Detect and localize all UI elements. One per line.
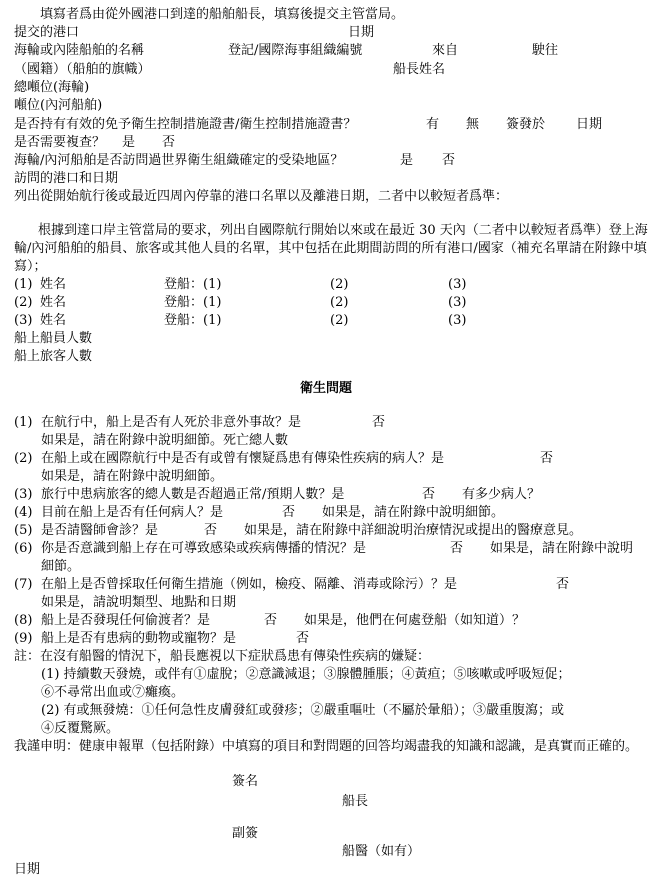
boarding-col-2: (2) — [330, 295, 349, 310]
answer-no: 否 — [540, 451, 554, 466]
declaration-statement: 我謹申明：健康申報單（包括附錄）中填寫的項目和對問題的回答均竭盡我的知識和認識，是真實而正確的。 — [14, 739, 639, 754]
certificate-no: 無 — [466, 117, 480, 132]
symptom-1-cont: ⑥不尋常出血或⑦癱瘓。 — [41, 685, 185, 700]
certificate-yes: 有 — [426, 117, 440, 132]
symptom-2: (2) 有或無發燒：①任何急性皮膚發紅或發疹；②嚴重嘔吐（不屬於暈船）；③嚴重腹瀉；或 — [41, 703, 565, 718]
vessel-name-label: 海輪或內陸船舶的名稱 — [14, 43, 145, 58]
person-name-label: 姓名 — [40, 313, 67, 328]
countersign-label: 副簽 — [232, 826, 259, 841]
intro-text: 填寫者爲由從外國港口到達的船舶船長，填寫後提交主管當局。 — [40, 7, 405, 22]
answer-no: 否 — [422, 487, 436, 502]
question-number: (4) — [14, 505, 33, 520]
question-extra: 如果是，請在附錄中說明細節。 — [322, 505, 505, 520]
question-number: (3) — [14, 487, 33, 502]
question-number: (7) — [14, 577, 33, 592]
question-number: (8) — [14, 613, 33, 628]
sign-date-label: 日期 — [14, 862, 41, 877]
captain-name-label: 船長姓名 — [393, 62, 446, 77]
boarding-label: 登船：(1) — [164, 313, 222, 328]
captain-label: 船長 — [342, 794, 369, 809]
question-text: 船上是否有患病的動物或寵物？是 — [41, 631, 237, 646]
question-number: (2) — [14, 451, 33, 466]
question-extra: 如果是，請在附錄中詳細說明治療情況或提出的醫療意見。 — [244, 523, 583, 538]
issued-at-label: 簽發於 — [506, 117, 546, 132]
boarding-col-3: (3) — [448, 277, 467, 292]
signature-label: 簽名 — [232, 774, 259, 789]
answer-no: 否 — [264, 613, 278, 628]
question-number: (5) — [14, 523, 33, 538]
certificate-question: 是否持有有效的免予衛生控制措施證書/衛生控制措施證書？ — [14, 117, 357, 132]
affected-area-no: 否 — [442, 153, 456, 168]
question-text: 目前在船上是否有任何病人？是 — [41, 505, 224, 520]
note-label: 註：在沒有船醫的情況下，船長應視以下症狀爲患有傳染性疾病的嫌疑： — [14, 649, 431, 664]
person-number: (1) — [14, 277, 33, 292]
answer-no: 否 — [296, 631, 310, 646]
person-number: (3) — [14, 313, 33, 328]
question-number: (1) — [14, 415, 33, 430]
submission-port-label: 提交的港口 — [14, 25, 80, 40]
question-extra: 有多少病人？ — [462, 487, 541, 502]
question-number: (9) — [14, 631, 33, 646]
question-continuation: 細節。 — [41, 559, 81, 574]
question-followup: 如果是，請說明類型、地點和日期 — [41, 595, 237, 610]
from-label: 來自 — [432, 43, 459, 58]
inland-tonnage-label: 噸位(內河船舶) — [14, 98, 103, 113]
reinspection-no: 否 — [162, 135, 176, 150]
symptom-1: (1) 持續數天發燒，或伴有①虛脫；②意識減退；③腺體腫脹；④黃疸；⑤咳嗽或呼吸短促； — [41, 667, 571, 682]
reinspection-question: 是否需要複查？ — [14, 135, 106, 150]
passenger-count-label: 船上旅客人數 — [14, 349, 93, 364]
boarding-col-3: (3) — [448, 295, 467, 310]
crew-count-label: 船上船員人數 — [14, 331, 93, 346]
flag-label: （國籍）（船舶的旗幟） — [14, 62, 151, 77]
affected-area-yes: 是 — [400, 153, 414, 168]
question-text: 旅行中患病旅客的總人數是否超過正常/預期人數？是 — [41, 487, 345, 502]
question-extra: 如果是，他們在何處登船（如知道）？ — [304, 613, 526, 628]
question-text: 在航行中，船上是否有人死於非意外事故？是 — [41, 415, 302, 430]
answer-no: 否 — [450, 541, 464, 556]
visited-ports-label: 訪問的港口和日期 — [14, 171, 119, 186]
registration-label: 登記/國際海事組織編號 — [228, 43, 363, 58]
question-text: 你是否意識到船上存在可導致感染或疾病傳播的情況？是 — [41, 541, 367, 556]
boarding-col-2: (2) — [330, 313, 349, 328]
date-label: 日期 — [348, 25, 375, 40]
boarding-label: 登船：(1) — [164, 295, 222, 310]
question-text: 船上是否發現任何偷渡者？是 — [41, 613, 211, 628]
to-label: 駛往 — [532, 43, 559, 58]
question-text: 在船上是否曾採取任何衛生措施（例如，檢疫、隔離、消毒或除污）？是 — [41, 577, 458, 592]
boarding-col-2: (2) — [330, 277, 349, 292]
person-name-label: 姓名 — [40, 295, 67, 310]
question-text: 是否請醫師會診？是 — [41, 523, 159, 538]
symptom-2-cont: ④反覆驚厥。 — [41, 721, 120, 736]
boarding-col-3: (3) — [448, 313, 467, 328]
ship-doctor-label: 船醫（如有） — [342, 844, 421, 859]
person-name-label: 姓名 — [40, 277, 67, 292]
question-followup: 如果是，請在附錄中說明細節。死亡總人數 — [41, 433, 289, 448]
port-list-instruction: 列出從開始航行後或最近四周內停靠的港口名單以及離港日期，二者中以較短者爲準： — [14, 189, 509, 204]
boarding-label: 登船：(1) — [164, 277, 222, 292]
section-title: 衛生問題 — [300, 381, 353, 396]
certificate-date-label: 日期 — [576, 117, 603, 132]
question-text: 在船上或在國際航行中是否有或曾有懷疑爲患有傳染性疾病的病人？是 — [41, 451, 445, 466]
question-followup: 如果是，請在附錄中說明細節。 — [41, 469, 224, 484]
question-extra: 如果是，請在附錄中說明 — [490, 541, 634, 556]
answer-no: 否 — [204, 523, 218, 538]
answer-no: 否 — [372, 415, 386, 430]
person-number: (2) — [14, 295, 33, 310]
reinspection-yes: 是 — [122, 135, 136, 150]
question-number: (6) — [14, 541, 33, 556]
answer-no: 否 — [282, 505, 296, 520]
affected-area-question: 海輪/內河船舶是否訪問過世界衛生組織確定的受染地區？ — [14, 153, 344, 168]
crew-instruction-paragraph: 根據到達口岸主管當局的要求，列出自國際航行開始以來或在最近 30 天內（二者中以較短者爲準）登上海輪/內河船舶的船員、旅客或其他人員的名單，其中包括在此期間訪問的所有港口/國家（補充名單請在附錄中填寫）； — [14, 223, 648, 274]
answer-no: 否 — [556, 577, 570, 592]
gross-tonnage-label: 總噸位(海輪) — [14, 80, 90, 95]
